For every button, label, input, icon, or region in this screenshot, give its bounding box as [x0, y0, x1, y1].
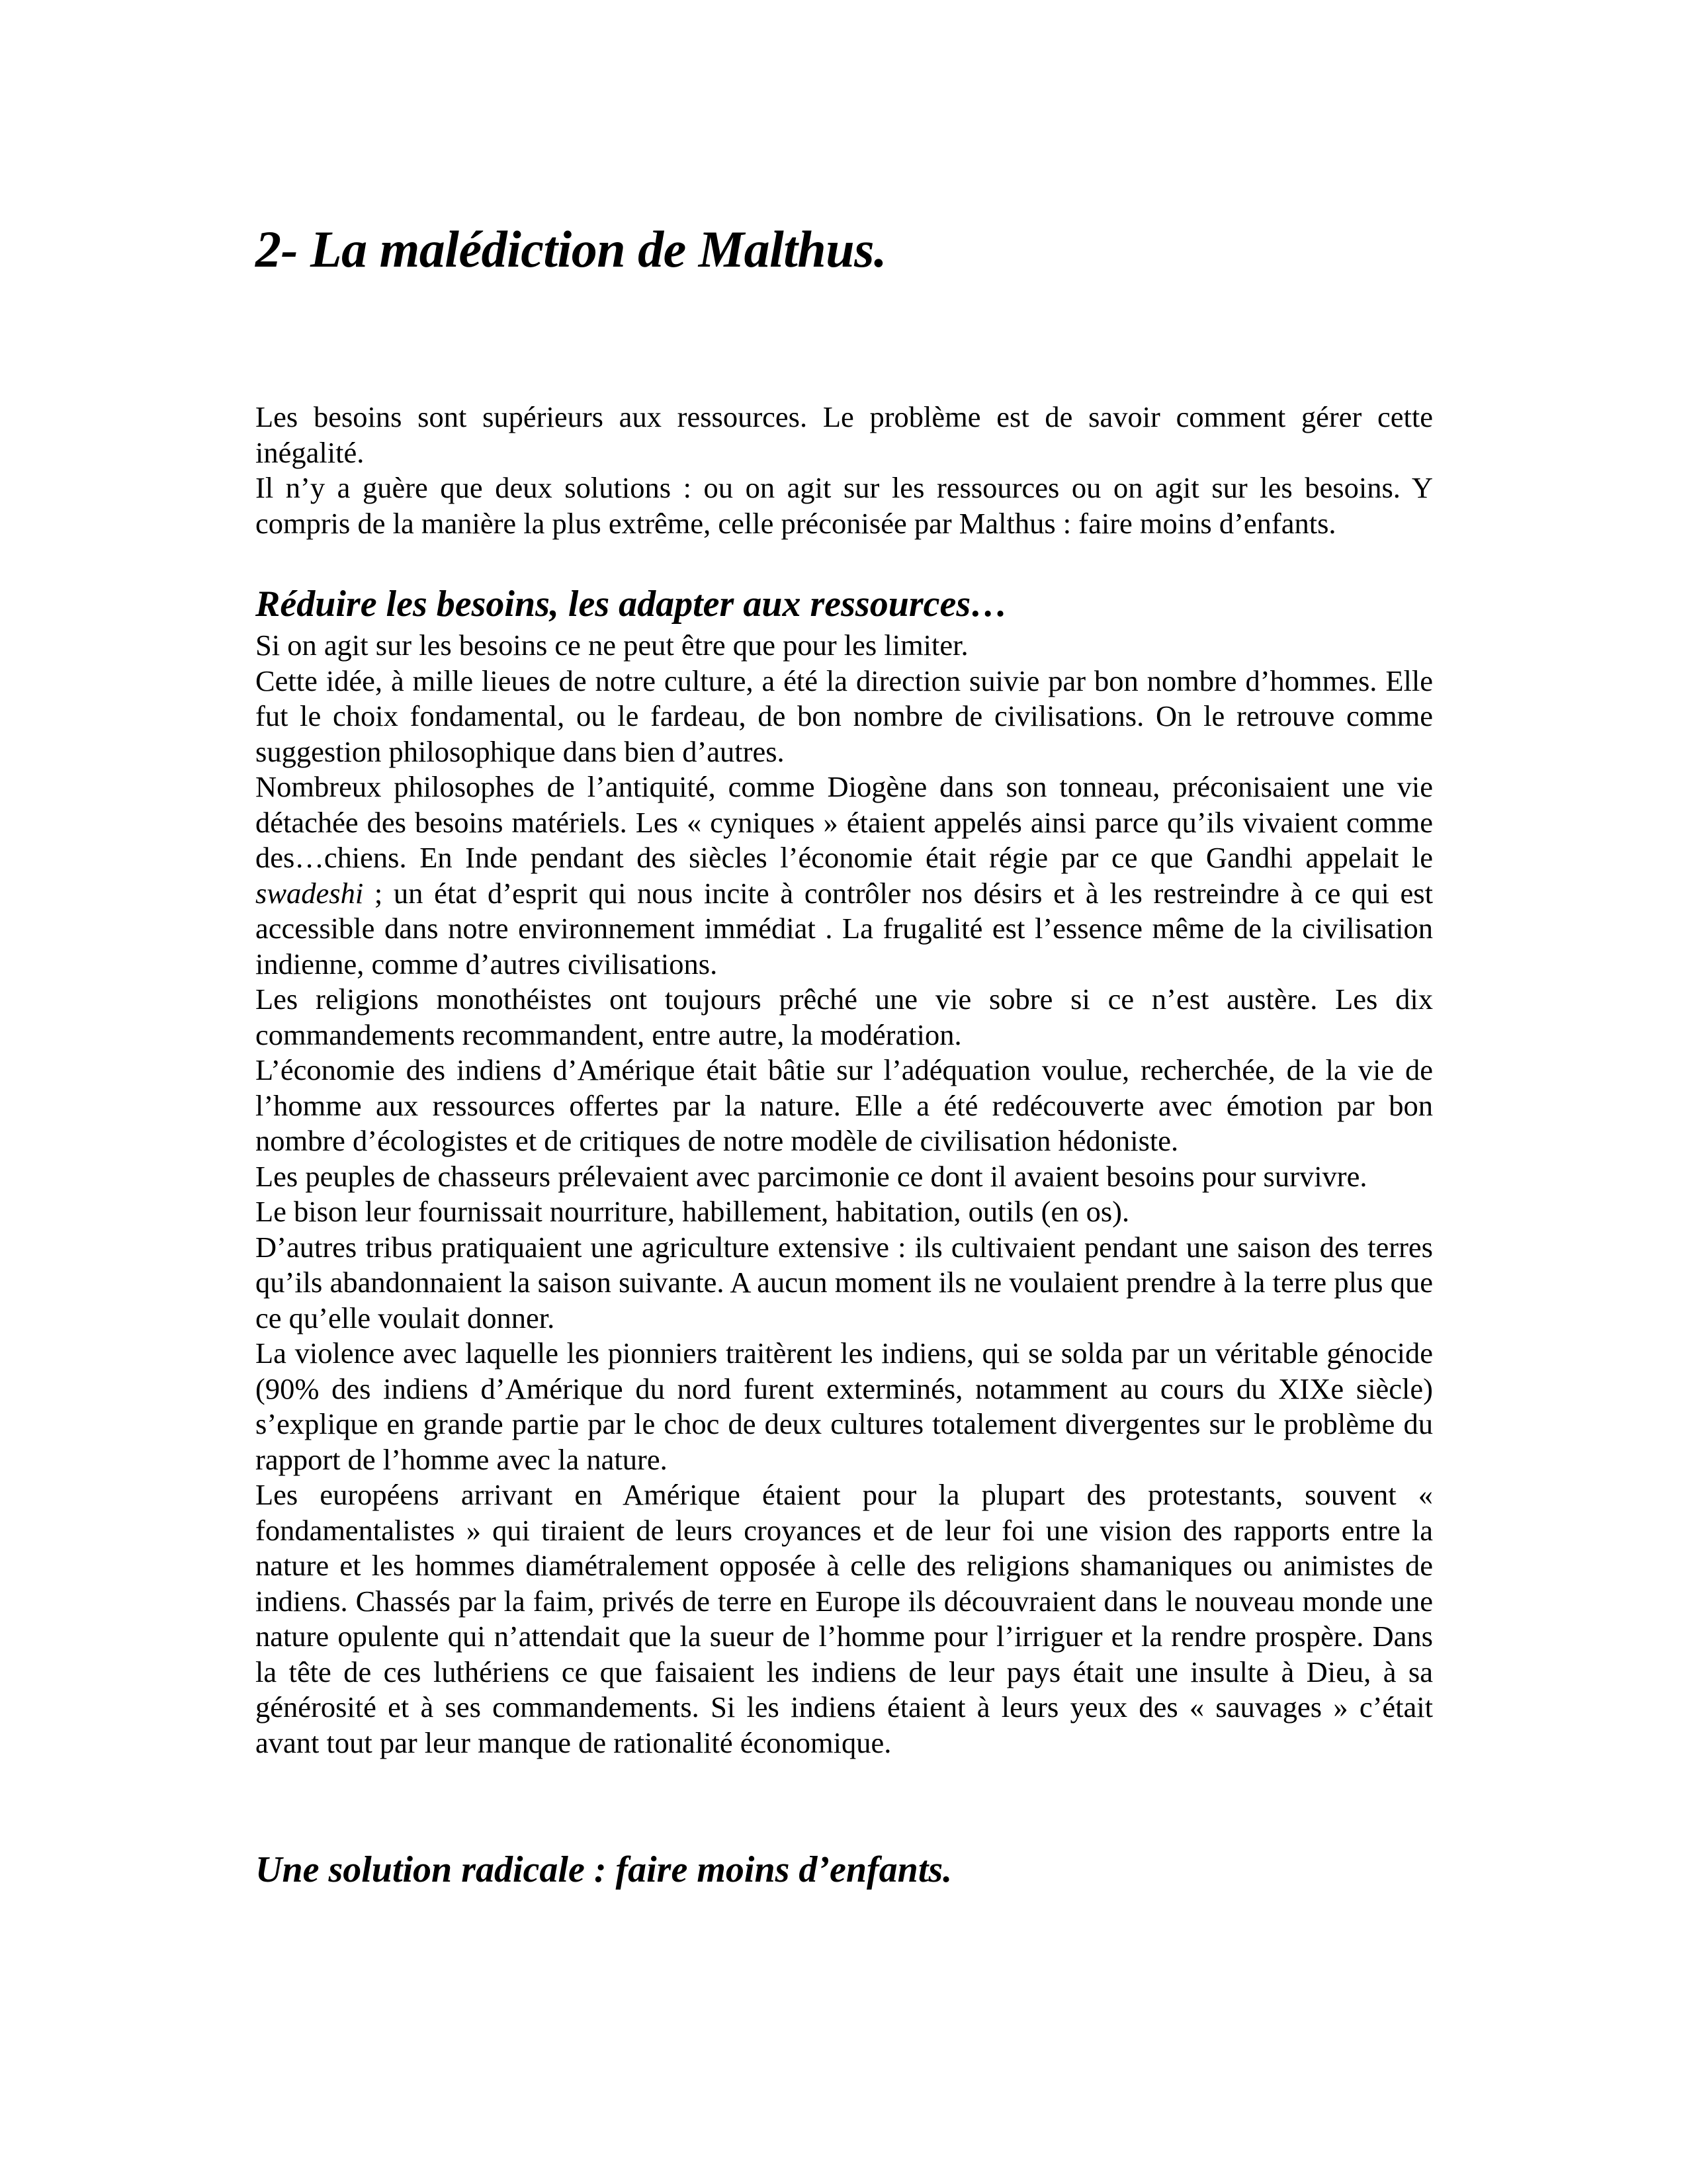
paragraph: Si on agit sur les besoins ce ne peut être que pour les limiter.: [255, 629, 969, 662]
paragraph: D’autres tribus pratiquaient une agriculture extensive : ils cultivaient pendant une saison des terres qu’ils abandonnaient la saison suivante. A aucun moment ils ne voulaient prendre à la terre plus que ce qu’elle voulait donner.: [255, 1230, 1433, 1334]
section-reduce-needs: [255, 586, 1433, 1761]
paragraph: Les peuples de chasseurs prélevaient avec parcimonie ce dont il avaient besoins pour survivre.: [255, 1159, 1367, 1193]
paragraph-gandhi: [255, 769, 1433, 982]
chapter-title: 2- La malédiction de Malthus.: [255, 220, 887, 278]
section-radical-solution: [255, 1851, 1433, 1888]
paragraph: Cette idée, à mille lieues de notre culture, a été la direction suivie par bon nombre d’hommes. Elle fut le choix fondamental, ou le fardeau, de bon nombre de civilisations. On le retrouve comme suggestion philosophique dans bien d’autres.: [255, 664, 1433, 768]
intro-paragraph-2: Il n’y a guère que deux solutions : ou on agit sur les ressources ou on agit sur les besoins. Y compris de la manière la plus extrême, celle préconisée par Malthus : faire moins d’enfants.: [255, 471, 1433, 540]
section-heading-reduce-needs: Réduire les besoins, les adapter aux ressources…: [255, 584, 1008, 625]
intro-paragraph-1: Les besoins sont supérieurs aux ressources. Le problème est de savoir comment gérer cette inégalité.: [255, 400, 1433, 469]
paragraph: Le bison leur fournissait nourriture, habillement, habitation, outils (en os).: [255, 1195, 1130, 1228]
paragraph: Les religions monothéistes ont toujours prêché une vie sobre si ce n’est austère. Les dix commandements recommandent, entre autre, la modération.: [255, 983, 1433, 1051]
paragraph-text: ; un état d’esprit qui nous incite à contrôler nos désirs et à les restreindre à ce qui est accessible dans notre environnement immédiat . La frugalité est l’essence même de la civilisation indienne, comme d’autres civilisations.: [255, 876, 1433, 981]
section-heading-radical-solution: Une solution radicale : faire moins d’enfants.: [255, 1849, 953, 1890]
intro-section: [255, 400, 1433, 541]
paragraph: Les européens arrivant en Amérique étaient pour la plupart des protestants, souvent « fondamentalistes » qui tiraient de leurs croyances et de leur foi une vision des rapports entre la nature et les hommes diamétralement opposée à celle des religions shamaniques ou animistes de indiens. Chassés par la faim, privés de terre en Europe ils découvraient dans le nouveau monde une nature opulente qui n’attendait que la sueur de l’homme pour l’irriguer et la rendre prospère. Dans la tête de ces luthériens ce que faisaient les indiens de leur pays était une insulte à Dieu, à sa générosité et à ses commandements. Si les indiens étaient à leurs yeux des « sauvages » c’était avant tout par leur manque de rationalité économique.: [255, 1478, 1433, 1759]
paragraph: La violence avec laquelle les pionniers traitèrent les indiens, qui se solda par un véritable génocide (90% des indiens d’Amérique du nord furent exterminés, notamment au cours du XIXe siècle) s’explique en grande partie par le choc de deux cultures totalement divergentes sur le problème du rapport de l’homme avec la nature.: [255, 1336, 1433, 1476]
paragraph: L’économie des indiens d’Amérique était bâtie sur l’adéquation voulue, recherchée, de la vie de l’homme aux ressources offertes par la nature. Elle a été redécouverte avec émotion par bon nombre d’écologistes et de critiques de notre modèle de civilisation hédoniste.: [255, 1053, 1433, 1157]
paragraph-text: Nombreux philosophes de l’antiquité, comme Diogène dans son tonneau, préconisaient une vie détachée des besoins matériels. Les « cyniques » étaient appelés ainsi parce qu’ils vivaient comme des…chiens. En Inde pendant des siècles l’économie était régie par ce que Gandhi appelait le: [255, 770, 1433, 874]
swadeshi-term: swadeshi: [255, 876, 364, 910]
